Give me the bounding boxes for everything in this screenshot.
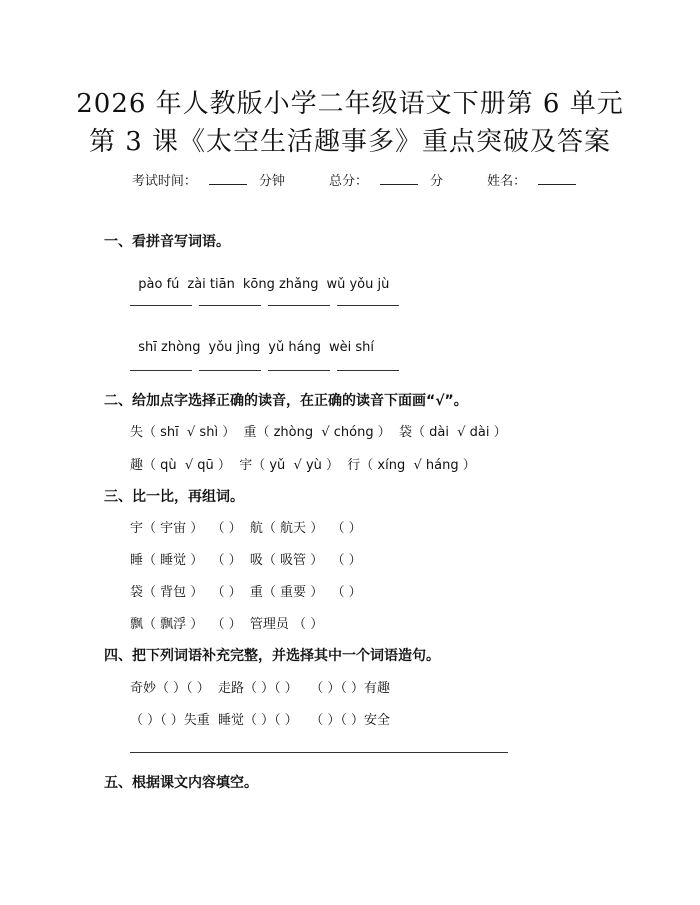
section-5-heading: 五、根据课文内容填空。 [104,775,258,791]
pinyin-item: pào fú [138,277,180,292]
answer-blank[interactable] [199,305,261,306]
section-2-heading: 二、给加点字选择正确的读音，在正确的读音下面画“√”。 [104,393,468,409]
answer-blank[interactable] [130,305,192,306]
name-blank[interactable] [538,173,576,185]
pinyin-item: kōng zhǎng [242,277,319,292]
section-3-heading: 三、比一比，再组词。 [104,489,244,505]
time-blank[interactable] [209,173,247,185]
compare-row: 宇（ 宇宙 ） （ ） 航（ 航天 ） （ ） [130,521,362,536]
sentence-answer-line[interactable] [130,752,508,753]
student-name [477,174,578,189]
exam-time [122,174,295,189]
compare-row: 飘（ 飘浮 ） （ ） 管理员 （ ） [130,617,324,632]
time-label: 考试时间： [131,174,197,189]
pinyin-row-1 [130,262,397,292]
compare-row: 袋（ 背包 ） （ ） 重（ 重要 ） （ ） [130,585,362,600]
section-1-heading: 一、看拼音写词语。 [104,234,230,250]
pinyin-item: shī zhòng [138,340,201,355]
idiom-row-1: 奇妙（ ）（ ） 走路（ ）（ ） （ ）（ ）有趣 [130,681,390,696]
answer-blank[interactable] [337,370,399,371]
pinyin-item: yǔ háng [268,340,322,355]
name-label: 姓名： [487,174,527,189]
reading-choice-row-2: 趣（ qù √ qū ） 宇（ yǔ √ yù ） 行（ xíng √ háng ） [130,458,476,473]
pinyin-item: wèi shí [329,340,375,355]
section-4-heading: 四、把下列词语补充完整，并选择其中一个词语造句。 [104,648,440,664]
answer-blank[interactable] [268,305,330,306]
pinyin-row-2 [130,325,382,355]
total-score [319,174,453,189]
exam-meta [0,170,700,189]
score-blank[interactable] [380,173,418,185]
score-label: 总分： [328,174,368,189]
compare-row: 睡（ 睡觉 ） （ ） 吸（ 吸管 ） （ ） [130,553,362,568]
time-unit: 分钟 [258,174,285,189]
answer-blank[interactable] [268,370,330,371]
score-unit: 分 [430,174,444,189]
pinyin-item: wǔ yǒu jù [326,277,390,292]
reading-choice-row-1: 失（ shī √ shì ） 重（ zhòng √ chóng ） 袋（ dài √ dài ） [130,425,507,440]
title-line-2: 第 3 课《太空生活趣事多》重点突破及答案 [88,127,612,157]
title-line-1: 2026 年人教版小学二年级语文下册第 6 单元 [76,89,624,119]
answer-blank[interactable] [337,305,399,306]
pinyin-item: yǒu jìng [208,340,261,355]
idiom-row-2: （ ）（ ）失重 睡觉（ ）（ ） （ ）（ ）安全 [130,713,390,728]
answer-blank[interactable] [199,370,261,371]
pinyin-item: zài tiān [187,277,235,292]
answer-blank[interactable] [130,370,192,371]
